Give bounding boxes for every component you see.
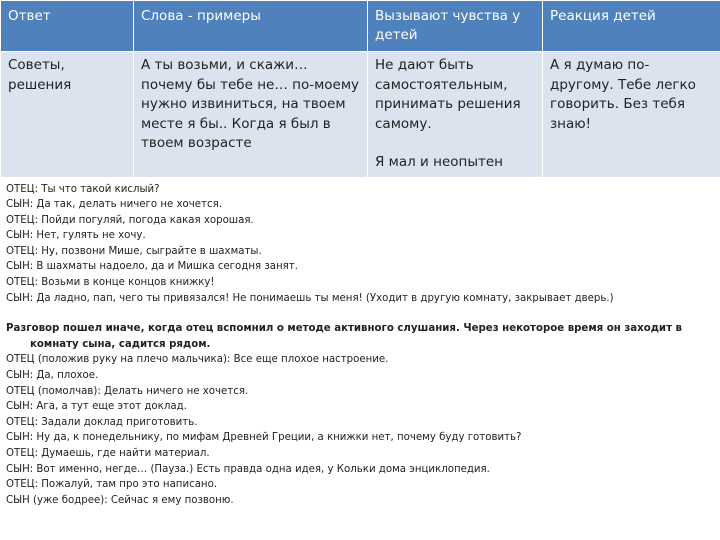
dialog-second — [6, 352, 714, 508]
header-examples: Слова - примеры — [134, 1, 368, 52]
dialog-line: СЫН: Ага, а тут еще этот доклад. — [6, 401, 187, 413]
header-answer: Ответ — [1, 1, 134, 52]
responses-table — [0, 0, 720, 178]
dialog-line: ОТЕЦ (положив руку на плечо мальчика): Все еще плохое настроение. — [6, 354, 389, 366]
dialog-line: ОТЕЦ: Задали доклад приготовить. — [6, 416, 198, 428]
dialog-line: ОТЕЦ: Пойди погуляй, погода какая хорошая. — [6, 214, 254, 226]
cell-reaction: А я думаю по-другому. Тебе легко говорить. Без тебя знаю! — [543, 52, 720, 178]
dialog-text — [0, 182, 720, 509]
dialog-line: ОТЕЦ: Думаешь, где найти материал. — [6, 448, 210, 459]
dialog-line: ОТЕЦ: Возьми в конце концов книжку! — [6, 277, 215, 289]
cell-examples: А ты возьми, и скажи… почему бы тебе не… по-моему нужно извиниться, на твоем месте я бы.. Когда я был в твоем возрасте — [134, 52, 368, 178]
dialog-line: СЫН: Да ладно, пап, чего ты привязался! Не понимаешь ты меня! (Уходит в другую комнату, закрывает дверь.) — [6, 292, 614, 304]
header-feelings: Вызывают чувства у детей — [368, 1, 543, 52]
dialog-line: ОТЕЦ: Ты что такой кислый? — [6, 183, 160, 195]
table-header-row — [1, 1, 720, 52]
dialog-line: СЫН: Нет, гулять не хочу. — [6, 230, 146, 242]
cell-answer: Советы, решения — [1, 52, 134, 178]
cell-feelings-extra: Я мал и неопытен — [375, 154, 503, 170]
cell-feelings — [368, 52, 543, 178]
dialog-line: СЫН: Да, плохое. — [6, 370, 99, 382]
dialog-first — [6, 182, 714, 307]
dialog-line: ОТЕЦ: Ну, позвони Мише, сыграйте в шахматы. — [6, 245, 262, 257]
dialog-line: СЫН: Да так, делать ничего не хочется. — [6, 199, 222, 211]
dialog-line: СЫН: Вот именно, негде… (Пауза.) Есть правда одна идея, у Кольки дома энциклопедия. — [6, 463, 490, 475]
dialog-line: СЫН: Ну да, к понедельнику, по мифам Древней Греции, а книжки нет, почему буду готовить? — [6, 432, 522, 444]
header-reaction: Реакция детей — [543, 1, 720, 52]
dialog-intro: Разговор пошел иначе, когда отец вспомнил о методе активного слушания. Через некоторое время он заходит в комнату сына, садится рядом. — [6, 323, 682, 350]
dialog-line: СЫН: В шахматы надоело, да и Мишка сегодня занят. — [6, 261, 298, 273]
cell-feelings-main: Не дают быть самостоятельным, принимать решения самому. — [375, 57, 521, 132]
dialog-line: СЫН (уже бодрее): Сейчас я ему позвоню. — [6, 494, 234, 506]
table-row — [1, 52, 720, 178]
dialog-line: ОТЕЦ (помолчав): Делать ничего не хочется. — [6, 385, 249, 397]
dialog-line: ОТЕЦ: Пожалуй, там про это написано. — [6, 479, 218, 491]
